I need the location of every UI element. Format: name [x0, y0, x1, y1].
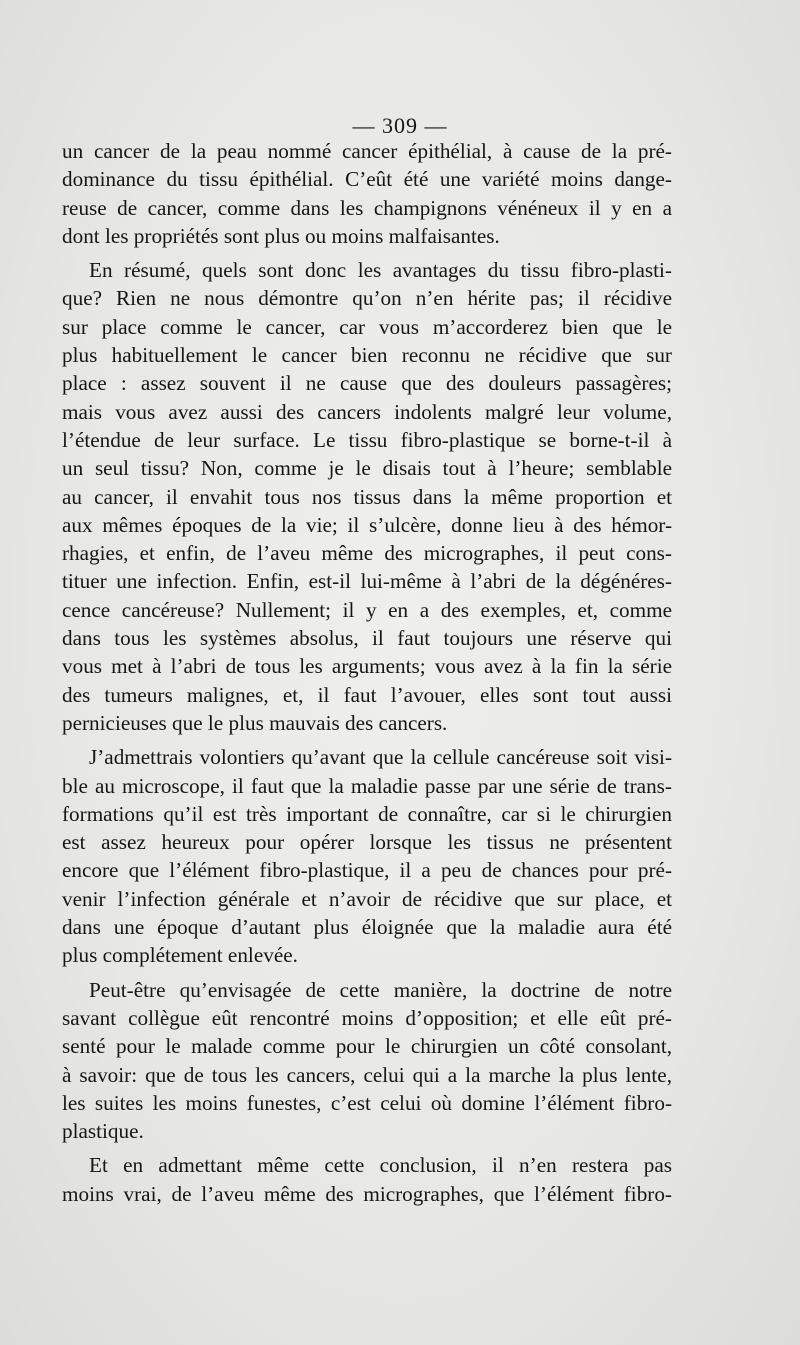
text-line: senté pour le malade comme pour le chirurgien un côté consolant, [62, 1034, 672, 1059]
text-line: un cancer de la peau nommé cancer épithélial, à cause de la pré- [62, 139, 672, 163]
text-line: formations qu’il est très important de connaître, car si le chirurgien [62, 801, 672, 826]
text-line: venir l’infection générale et n’avoir de récidive que sur place, et [62, 886, 672, 911]
text-line: J’admettrais volontiers qu’avant que la cellule cancéreuse soit visi- [89, 745, 672, 770]
body-text [62, 137, 672, 1214]
text-line: que? Rien ne nous démontre qu’on n’en hérite pas; il récidive [62, 286, 672, 311]
text-line: dans une époque d’autant plus éloignée que la maladie aura été [62, 915, 672, 940]
paragraph [62, 256, 672, 737]
paragraph [62, 1151, 672, 1208]
text-line: plus habituellement le cancer bien reconnu ne récidive que sur [62, 343, 672, 368]
text-line: En résumé, quels sont donc les avantages du tissu fibro-plasti- [89, 258, 672, 283]
text-line: dominance du tissu épithélial. C’eût été une variété moins dange- [62, 167, 672, 192]
text-line: Peut-être qu’envisagée de cette manière, la doctrine de notre [89, 977, 672, 1002]
text-line: sur place comme le cancer, car vous m’accorderez bien que le [62, 314, 672, 339]
text-line: à savoir: que de tous les cancers, celui qui a la marche la plus lente, [62, 1062, 672, 1087]
text-line: tituer une infection. Enfin, est-il lui-même à l’abri de la dégénéres- [62, 569, 672, 594]
text-line: place : assez souvent il ne cause que des douleurs passagères; [62, 371, 672, 396]
text-line: moins vrai, de l’aveu même des micrographes, que l’élément fibro- [62, 1181, 672, 1206]
paragraph [62, 743, 672, 969]
text-line: Et en admettant même cette conclusion, il n’en restera pas [89, 1153, 672, 1178]
text-line: pernicieuses que le plus mauvais des cancers. [62, 710, 448, 735]
text-line: plus complétement enlevée. [62, 943, 298, 968]
text-line: ble au microscope, il faut que la maladie passe par une série de trans- [62, 773, 672, 798]
text-line: dans tous les systèmes absolus, il faut toujours une réserve qui [62, 626, 672, 651]
text-line: l’étendue de leur surface. Le tissu fibro-plastique se borne-t-il à [62, 427, 672, 452]
text-line: au cancer, il envahit tous nos tissus dans la même proportion et [62, 484, 672, 509]
text-line: encore que l’élément fibro-plastique, il a peu de chances pour pré- [62, 858, 672, 883]
text-line: savant collègue eût rencontré moins d’opposition; et elle eût pré- [62, 1005, 672, 1030]
text-line: est assez heureux pour opérer lorsque les tissus ne présentent [62, 830, 672, 855]
text-line: aux mêmes époques de la vie; il s’ulcère, donne lieu à des hémor- [62, 512, 672, 537]
paragraph [62, 137, 672, 250]
text-line: dont les propriétés sont plus ou moins malfaisantes. [62, 223, 500, 248]
text-line: un seul tissu? Non, comme je le disais tout à l’heure; semblable [62, 456, 672, 481]
text-line: vous met à l’abri de tous les arguments; vous avez à la fin la série [62, 654, 672, 679]
text-line: plastique. [62, 1119, 144, 1144]
text-line: cence cancéreuse? Nullement; il y en a des exemples, et, comme [62, 597, 672, 622]
text-line: mais vous avez aussi des cancers indolents malgré leur volume, [62, 399, 672, 424]
paragraph [62, 976, 672, 1146]
page-number: — 309 — [352, 113, 448, 138]
text-line: les suites les moins funestes, c’est celui où domine l’élément fibro- [62, 1090, 672, 1115]
text-line: reuse de cancer, comme dans les champignons vénéneux il y en a [62, 195, 672, 220]
text-line: rhagies, et enfin, de l’aveu même des micrographes, il peut cons- [62, 541, 672, 566]
text-line: des tumeurs malignes, et, il faut l’avouer, elles sont tout aussi [62, 682, 672, 707]
